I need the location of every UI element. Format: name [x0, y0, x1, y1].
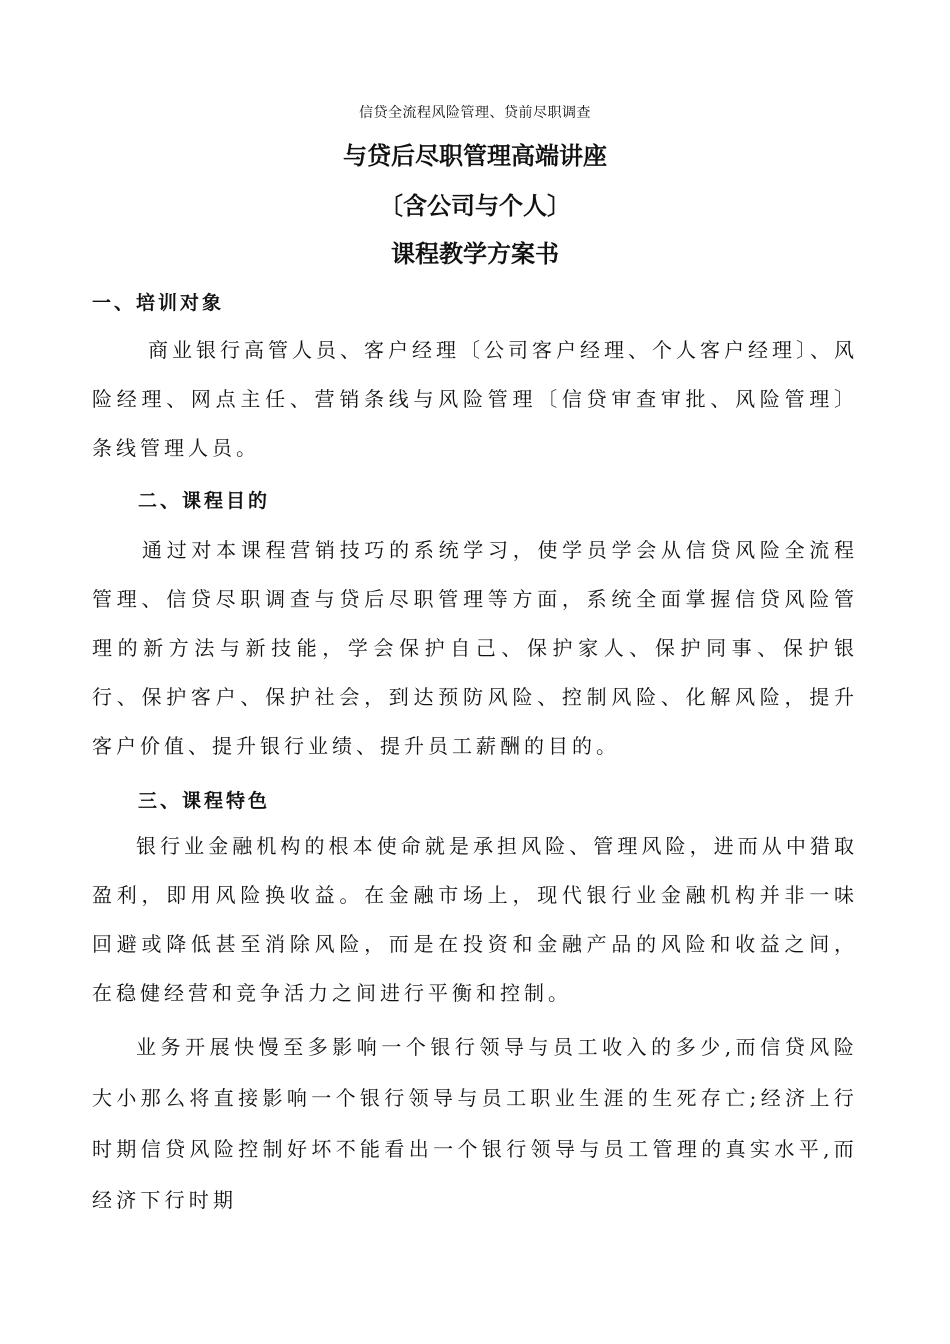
section-paragraph-course-purpose: 通过对本课程营销技巧的系统学习，使学员学会从信贷风险全流程管理、信贷尽职调查与贷后尽职管理等方面，系统全面掌握信贷风险管理的新方法与新技能，学会保护自己、保护家人、保护同事、保护银行、保护客户、保护社会，到达预防风险、控制风险、化解风险，提升客户价值、提升银行业绩、提升员工薪酬的目的。	[92, 538, 858, 758]
document-subtitle: 信贷全流程风险管理、贷前尽职调查	[359, 105, 591, 121]
document-title-line-1: 与贷后尽职管理高端讲座	[343, 142, 607, 170]
section-paragraph-course-features-1: 银行业金融机构的根本使命就是承担风险、管理风险，进而从中猎取盈利，即用风险换收益。在金融市场上，现代银行业金融机构并非一味回避或降低甚至消除风险，而是在投资和金融产品的风险和收益之间，在稳健经营和竞争活力之间进行平衡和控制。	[92, 834, 858, 1005]
document-title-line-2: 〔含公司与个人〕	[379, 192, 571, 220]
document-title-line-3: 课程教学方案书	[391, 240, 559, 268]
section-heading-course-purpose: 二、课程目的	[138, 490, 271, 512]
section-heading-course-features: 三、课程特色	[138, 790, 271, 812]
section-paragraph-course-features-2: 业务开展快慢至多影响一个银行领导与员工收入的多少,而信贷风险大小那么将直接影响一个银行领导与员工职业生涯的生死存亡;经济上行时期信贷风险控制好坏不能看出一个银行领导与员工管理的真实水平,而经济下行时期	[92, 1035, 858, 1212]
section-heading-training-audience: 一、培训对象	[92, 292, 225, 314]
section-paragraph-training-audience: 商业银行高管人员、客户经理〔公司客户经理、个人客户经理〕、风险经理、网点主任、营销条线与风险管理〔信贷审查审批、风险管理〕条线管理人员。	[92, 338, 858, 460]
